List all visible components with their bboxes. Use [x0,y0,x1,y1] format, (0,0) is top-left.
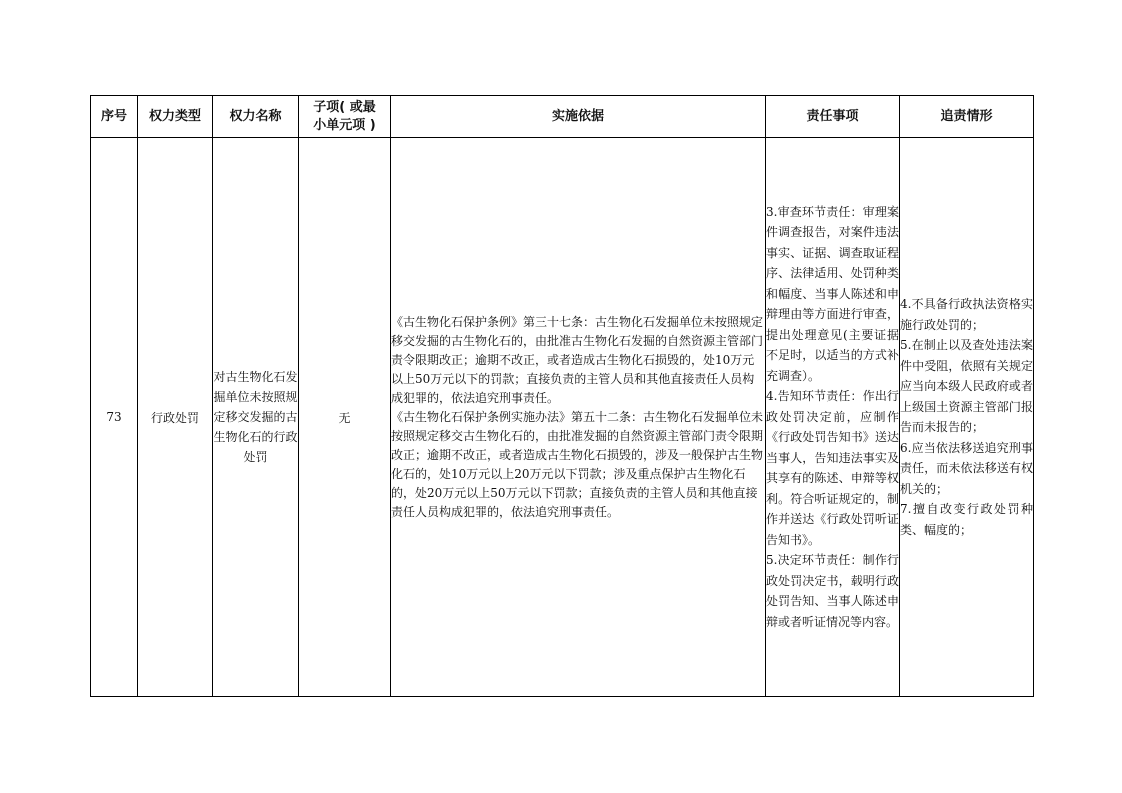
header-subitem: 子项( 或最小单元项 ) [299,96,391,138]
header-seq: 序号 [91,96,138,138]
accountability-item: 7.擅自改变行政处罚种类、幅度的； [900,502,1033,537]
duty-item: 4.告知环节责任：作出行政处罚决定前，应制作《行政处罚告知书》送达当事人，告知违法事实及其享有的陈述、申辩等权利。符合听证规定的，制作并送达《行政处罚听证告知书》。 [766,389,899,547]
table-row [91,138,1034,697]
basis-paragraph: 《古生物化石保护条例》第三十七条：古生物化石发掘单位未按照规定移交发掘的古生物化石的，由批准古生物化石发掘的自然资源主管部门责令限期改正；逾期不改正，或者造成古生物化石损毁的，处10万元以上50万元以下的罚款；直接负责的主管人员和其他直接责任人员构成犯罪的，依法追究刑事责任。 [391,314,764,405]
cell-seq: 73 [91,138,138,697]
header-accountability: 追责情形 [900,96,1034,138]
header-row [91,96,1034,138]
basis-paragraph: 《古生物化石保护条例实施办法》第五十二条：古生物化石发掘单位未按照规定移交古生物化石的，由批准发掘的自然资源主管部门责令限期改正；逾期不改正，或者造成古生物化石损毁的，涉及一般保护古生物化石的，处10万元以上20万元以下罚款；涉及重点保护古生物化石的，处20万元以上50万元以下罚款；直接负责的主管人员和其他直接责任人员构成犯罪的，依法追究刑事责任。 [391,409,764,519]
header-duties: 责任事项 [766,96,900,138]
cell-basis [391,138,766,697]
duty-item: 5.决定环节责任：制作行政处罚决定书，载明行政处罚告知、当事人陈述申辩或者听证情况等内容。 [766,553,899,629]
header-basis: 实施依据 [391,96,766,138]
cell-duties [766,138,900,697]
accountability-item: 6.应当依法移送追究刑事责任，而未依法移送有权机关的； [900,440,1033,496]
cell-subitem: 无 [299,138,391,697]
header-type: 权力类型 [138,96,213,138]
cell-type: 行政处罚 [138,138,213,697]
header-name: 权力名称 [213,96,299,138]
duty-item: 3.审查环节责任：审理案件调查报告，对案件违法事实、证据、调查取证程序、法律适用、处罚种类和幅度、当事人陈述和申辩理由等方面进行审查，提出处理意见(主要证据不足时，以适当的方式补充调查）。 [766,204,899,383]
responsibility-table [90,95,1034,697]
cell-name: 对古生物化石发掘单位未按照规定移交发掘的古生物化石的行政处罚 [213,138,299,697]
cell-accountability [900,138,1034,697]
accountability-item: 5.在制止以及查处违法案件中受阻，依照有关规定应当向本级人民政府或者上级国土资源主管部门报告而未报告的； [900,338,1033,434]
accountability-item: 4.不具备行政执法资格实施行政处罚的； [900,297,1033,332]
